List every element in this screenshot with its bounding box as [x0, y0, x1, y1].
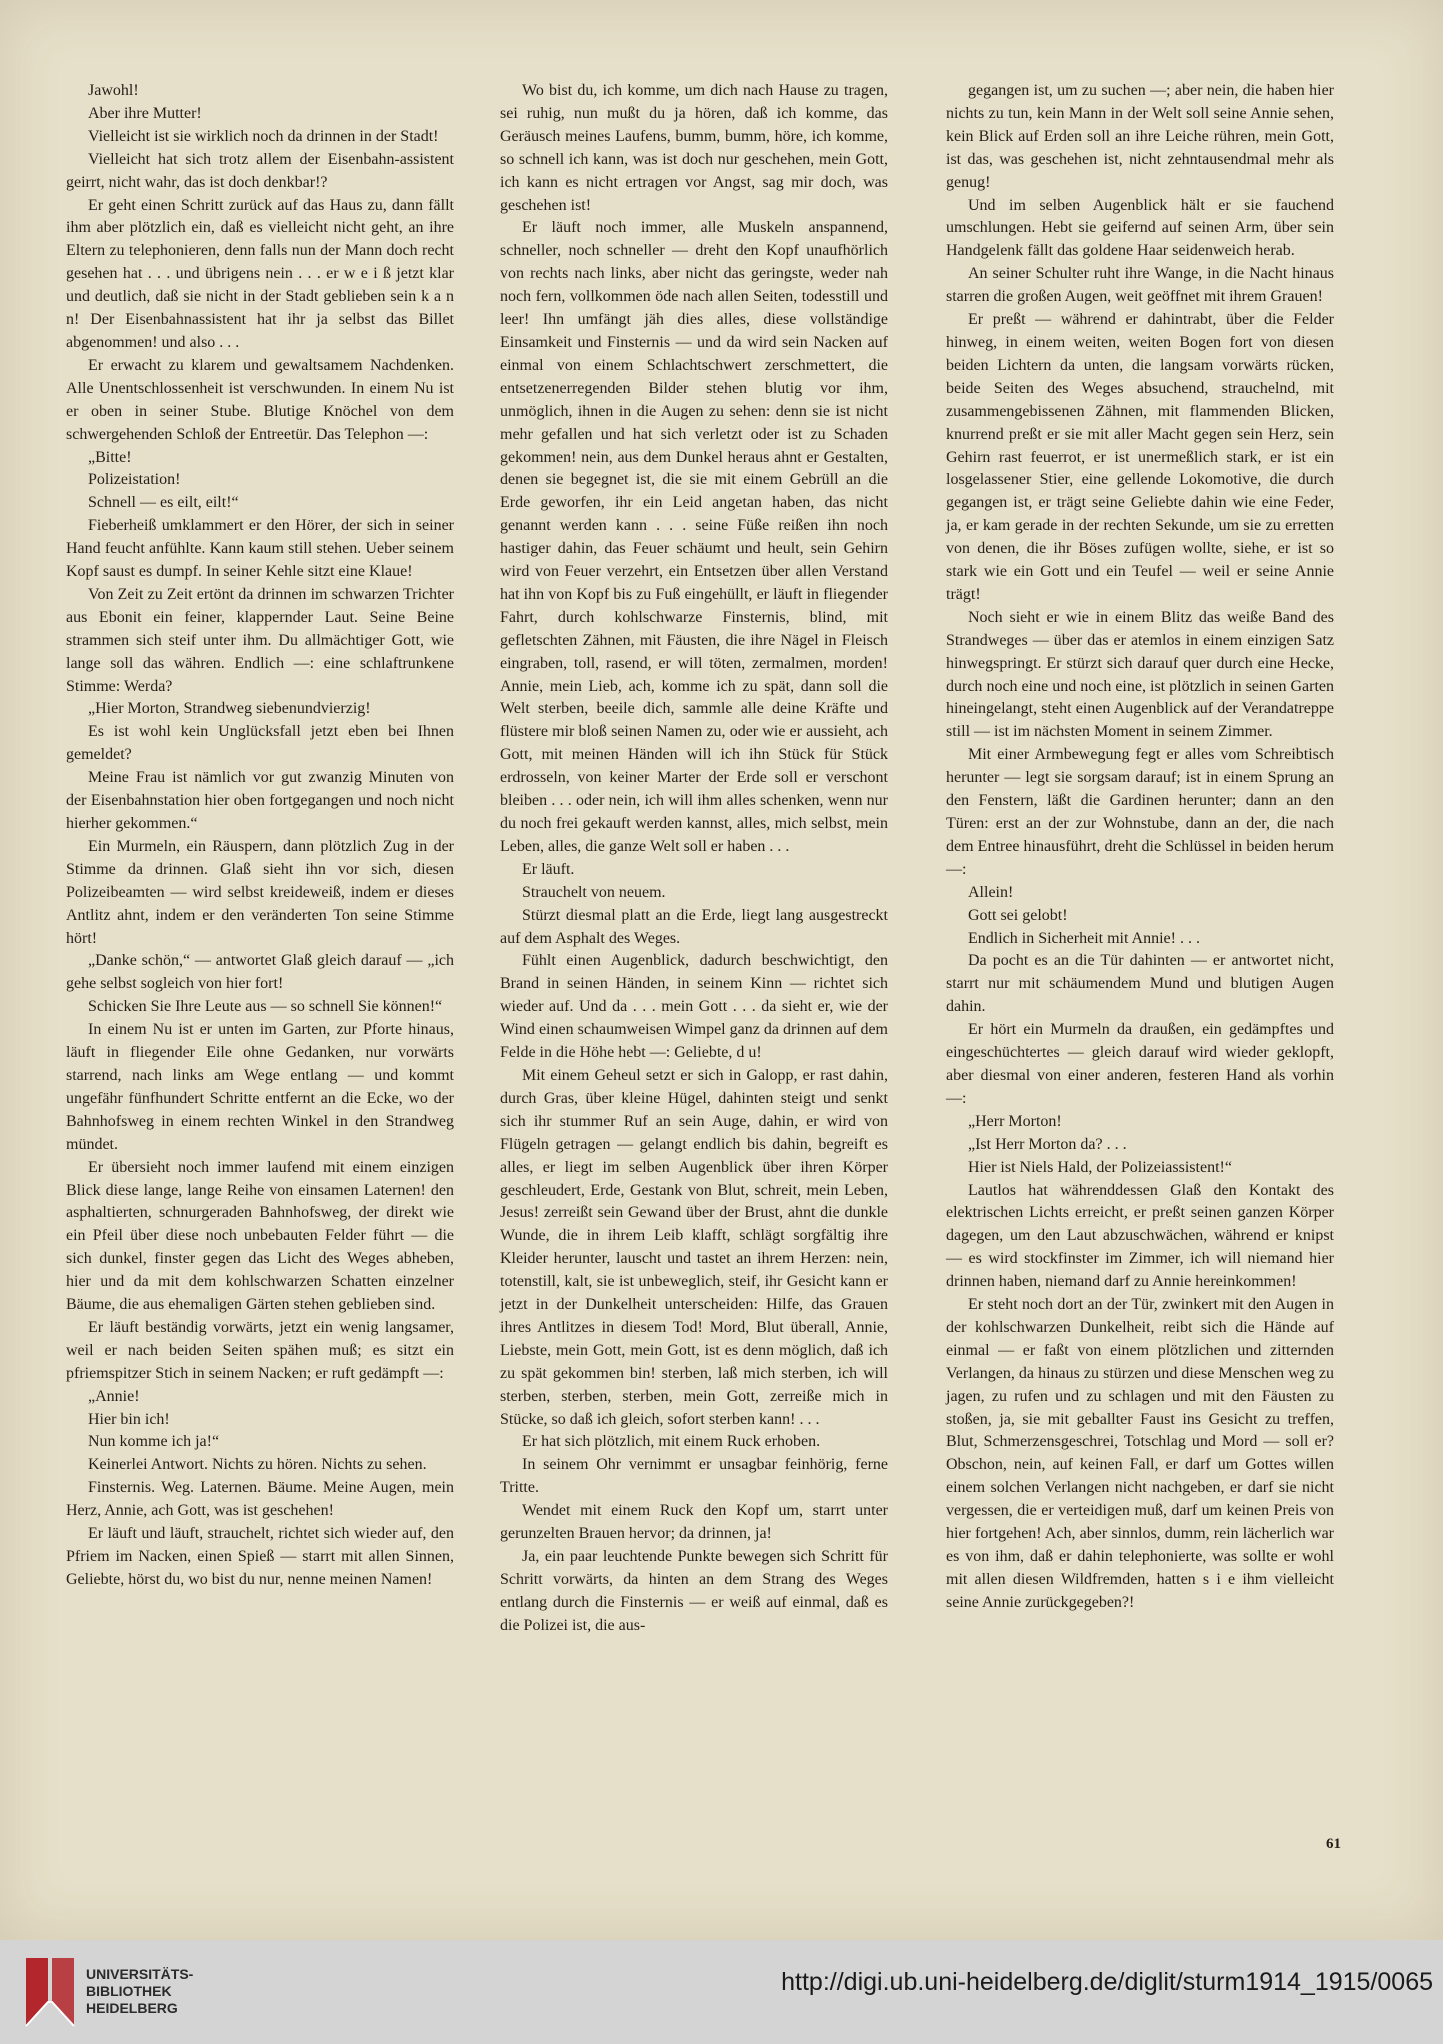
- paragraph: Noch sieht er wie in einem Blitz das weiße Band des Strandweges — über das er atemlos in einem einzigen Satz hinwegspringt. Er stürzt sich darauf quer durch eine Hecke, durch noch eine und noch eine, ist plötzlich in seinen Garten hineingelangt, steht einen Augenblick auf der Verandatreppe still — ist im nächsten Moment in seinem Zimmer.: [946, 608, 1334, 741]
- paragraph: Hier bin ich!: [88, 1410, 170, 1428]
- paragraph: Von Zeit zu Zeit ertönt da drinnen im schwarzen Trichter aus Ebonit ein feiner, klappernder Laut. Seine Beine strammen sich steif unter ihm. Du allmächtiger Gott, wie lange soll das währen. Endlich —: eine schlaftrunkene Stimme: Werda?: [66, 585, 454, 695]
- paragraph: Es ist wohl kein Unglücksfall jetzt eben bei Ihnen gemeldet?: [66, 723, 454, 764]
- text-column-3: [946, 80, 1334, 1615]
- paragraph: An seiner Schulter ruht ihre Wange, in die Nacht hinaus starren die großen Augen, weit geöffnet mit ihrem Grauen!: [946, 265, 1334, 306]
- paragraph: „Hier Morton, Strandweg siebenundvierzig!: [88, 700, 371, 718]
- paragraph: Fieberheiß umklammert er den Hörer, der sich in seiner Hand feucht anfühlte. Kann kaum still stehen. Ueber seinem Kopf saust es dumpf. In seiner Kehle sitzt eine Klaue!: [66, 517, 454, 581]
- paragraph: Mit einem Geheul setzt er sich in Galopp, er rast dahin, durch Gras, über kleine Hügel, dahinten steigt und senkt sich ihr stummer Ruf an sein Auge, dahin, er wird von Flügeln getragen — gelangt endlich bis dahin, begreift es alles, er liegt im selben Augenblick über ihren Körper geschleudert, Erde, Gestank von Blut, schreit, mein Leben, Jesus! zerreißt sein Gewand über der Brust, ahnt die dunkle Wunde, die in ihrem Leib klafft, schlägt sorgfältig ihre Kleider herunter, lauscht und tastet an ihrem Herzen: nein, totenstill, kalt, sie ist unbeweglich, steif, ihr Gesicht kann er jetzt in der Dunkelheit unterscheiden: Hilfe, das Grauen ihres Antlitzes in diesem Tod! Mord, Blut überall, Annie, Liebste, mein Gott, mein Gott, ist es denn möglich, daß ich zu spät gekommen bin! sterben, laß mich sterben, ich will sterben, sterben, sterben, mein Gott, zerreiße mich in Stücke, so daß ich gleich, sofort sterben kann! . . .: [500, 1066, 888, 1428]
- paragraph: Schnell — es eilt, eilt!“: [88, 494, 239, 512]
- paragraph: Und im selben Augenblick hält er sie fauchend umschlungen. Hebt sie geifernd auf seinen Arm, über sein Handgelenk fällt das goldene Haar seidenweich herab.: [946, 196, 1334, 260]
- paragraph: Strauchelt von neuem.: [522, 883, 666, 901]
- paragraph: Er läuft.: [522, 860, 575, 878]
- paragraph: Ein Murmeln, ein Räuspern, dann plötzlich Zug in der Stimme da drinnen. Glaß sieht ihn vor sich, diesen Polizeibeamten — wird selbst kreideweiß, indem er dieses Antlitz ahnt, indem er den veränderten Ton seine Stimme hört!: [66, 837, 454, 947]
- paragraph: In einem Nu ist er unten im Garten, zur Pforte hinaus, läuft in fliegender Eile ohne Gedanken, nur vorwärts starrend, nach links am Wege entlang — und kommt ungefähr fünfhundert Schritte entfernt an die Ecke, wo der Bahnhofsweg in einem rechten Winkel in den Strandweg mündet.: [66, 1021, 454, 1153]
- paragraph: Wendet mit einem Ruck den Kopf um, starrt unter gerunzelten Brauen hervor; da drinnen, ja!: [500, 1502, 888, 1543]
- library-name-line: HEIDELBERG: [86, 2000, 178, 2016]
- library-name-line: UNIVERSITÄTS-: [86, 1966, 194, 1982]
- paragraph: Er läuft und läuft, strauchelt, richtet sich wieder auf, den Pfriem im Nacken, einen Spieß — starrt mit allen Sinnen, Geliebte, hörst du, wo bist du nur, nenne meinen Namen!: [66, 1525, 454, 1588]
- library-name-line: BIBLIOTHEK: [86, 1983, 172, 1999]
- paragraph: In seinem Ohr vernimmt er unsagbar feinhörig, ferne Tritte.: [500, 1456, 888, 1497]
- paragraph: „Bitte!: [88, 448, 132, 466]
- paragraph: „Danke schön,“ — antwortet Glaß gleich darauf — „ich gehe selbst sogleich von hier fort!: [66, 952, 454, 993]
- paragraph: Wo bist du, ich komme, um dich nach Hause zu tragen, sei ruhig, nun mußt du ja hören, daß ich komme, das Geräusch meines Laufens, bumm, bumm, höre, ich komme, so schnell ich kann, was ist doch nur geschehen, mein Gott, ich kann es nicht ertragen vor Angst, sag mir doch, was geschehen ist!: [500, 82, 888, 214]
- paragraph: Stürzt diesmal platt an die Erde, liegt lang ausgestreckt auf dem Asphalt des Weges.: [500, 906, 888, 947]
- paragraph: Schicken Sie Ihre Leute aus — so schnell Sie können!“: [88, 998, 443, 1016]
- paragraph: Hier ist Niels Hald, der Polizeiassistent!“: [968, 1158, 1232, 1176]
- paragraph: Er geht einen Schritt zurück auf das Haus zu, dann fällt ihm aber plötzlich ein, daß es vielleicht nicht geht, an ihre Eltern zu telephonieren, denn falls nun der Mann doch recht gesehen hat . . . und übrigens nein . . . er w e i ß jetzt klar und deutlich, daß sie nicht in der Stadt geblieben sein k a n n! Der Eisenbahnassistent hat ihr ja selbst das Billet abgenommen! und also . . .: [66, 196, 454, 351]
- page-number: 61: [1326, 1836, 1341, 1852]
- paragraph: „Ist Herr Morton da? . . .: [968, 1135, 1127, 1153]
- paragraph: Ja, ein paar leuchtende Punkte bewegen sich Schritt für Schritt vorwärts, da hinten an dem Strang des Weges entlang durch die Finsternis — er weiß auf einmal, daß es die Polizei ist, die aus-: [500, 1548, 888, 1634]
- paragraph: Er preßt — während er dahintrabt, über die Felder hinweg, in einem weiten, weiten Bogen fort von diesen beiden Lichtern da unten, die langsam vorwärts rücken, beide Seiten des Weges absuchend, strauchelnd, mit zusammengebissenen Zähnen, mit flammenden Blicken, knurrend preßt er sie mit aller Macht gegen sein Herz, sein Gehirn rast feuerrot, er ist unermeßlich stark, er ist ein losgelassener Stier, eine gellende Lokomotive, die durch gegangen ist, er trägt seine Geliebte dahin wie eine Feder, ja, er kam gerade in der rechten Sekunde, um sie zu erretten von denen, die ihr Böses zufügen wollte, siehe, er ist so stark wie ein Gott und ein Teufel — weil er seine Annie trägt!: [946, 311, 1334, 603]
- paragraph: Meine Frau ist nämlich vor gut zwanzig Minuten von der Eisenbahnstation hier oben fortgegangen und noch nicht hierher gekommen.“: [66, 769, 454, 832]
- paragraph: Finsternis. Weg. Laternen. Bäume. Meine Augen, mein Herz, Annie, ach Gott, was ist geschehen!: [66, 1479, 454, 1520]
- paragraph: Er erwacht zu klarem und gewaltsamem Nachdenken. Alle Unentschlossenheit ist verschwunden. In einem Nu ist er oben in seiner Stube. Blutige Knöchel von dem schwergehenden Schloß der Entreetür. Das Telephon —:: [66, 356, 454, 443]
- paragraph: Er übersieht noch immer laufend mit einem einzigen Blick diese lange, lange Reihe von einsamen Laternen! den asphaltierten, schnurgeraden Bahnhofsweg, der direkt wie ein Pfeil über diese noch unbebauten Felder führt — die sich dunkel, finster gegen das Licht des Weges abheben, hier und da mit dem kohlschwarzen Schatten einzelner Bäume, die aus ehemaligen Gärten stehen geblieben sind.: [66, 1158, 454, 1314]
- paragraph: Er hat sich plötzlich, mit einem Ruck erhoben.: [522, 1433, 821, 1451]
- paragraph: Gott sei gelobt!: [968, 906, 1068, 924]
- paragraph: Endlich in Sicherheit mit Annie! . . .: [968, 929, 1200, 947]
- paragraph: „Annie!: [88, 1387, 140, 1405]
- paragraph: Keinerlei Antwort. Nichts zu hören. Nichts zu sehen.: [88, 1456, 427, 1474]
- text-column-2: [500, 80, 888, 1638]
- footer-bar: [0, 1940, 1443, 2044]
- paragraph: Vielleicht hat sich trotz allem der Eisenbahn-assistent geirrt, nicht wahr, das ist doch denkbar!?: [66, 150, 454, 191]
- library-name: [86, 1966, 193, 2017]
- library-logo-icon: [18, 1952, 82, 2032]
- source-url-link[interactable]: http://digi.ub.uni-heidelberg.de/diglit/sturm1914_1915/0065: [781, 1968, 1433, 1996]
- paragraph: Allein!: [968, 883, 1014, 901]
- paragraph: Polizeistation!: [88, 471, 181, 489]
- paragraph: Fühlt einen Augenblick, dadurch beschwichtigt, den Brand in seinen Händen, in seinem Kinn — richtet sich wieder auf. Und da . . . mein Gott . . . da sieht er, wie der Wind einen schaumweisen Wimpel ganz da drinnen auf dem Felde in die Höhe hebt —: Geliebte, d u!: [500, 952, 888, 1062]
- paragraph: Er läuft noch immer, alle Muskeln anspannend, schneller, noch schneller — dreht den Kopf unaufhörlich von rechts nach links, aber nicht das geringste, weder nah noch fern, vollkommen öde nach allen Seiten, todesstill und leer! Ihn umfängt jäh dies alles, diese vollständige Einsamkeit und Finsternis — und da wird sein Nacken auf einmal von einem Schlachtschwert zerschmettert, die entsetzenerregenden Bilder stehen blutig vor ihm, unmöglich, ihnen in die Augen zu sehen: denn sie ist nicht mehr gefallen und hat sich verletzt oder ist zu Schaden gekommen! nein, aus dem Dunkel heraus ahnt er Gestalten, denen sie begegnet ist, die sie mit einem Gebrüll an die Erde geworfen, ihr ein Leid angetan haben, das nicht genannt werden kann . . . seine Füße reißen ihn noch hastiger dahin, das Feuer schäumt und heult, sein Gehirn wird von Feuer verzehrt, ein Entsetzen über allen Verstand hat ihn von Kopf bis zu Fuß eingehüllt, er läuft in fliegender Fahrt, durch kohlschwarze Finsternis, blind, mit gefletschten Zähnen, mit Fäusten, die ihre Nägel in Fleisch eingraben, toll, rasend, er will töten, zermalmen, morden! Annie, mein Lieb, ach, komme ich zu spät, dann soll die Welt sterben, beeile dich, sammle alle deine Kräfte und flüstere mir bloß seinen Namen zu, oder wie er aussieht, ach Gott, mit meinen Händen will ich ihn Stück für Stück erdrosseln, von keiner Marter der Erde soll er verschont bleiben . . . oder nein, ich will ihm alles schenken, wenn nur du noch frei gekauft werden kannst, alles, mich selbst, mein Leben, alles, die ganze Welt soll er haben . . .: [500, 219, 888, 855]
- paragraph: Aber ihre Mutter!: [88, 104, 202, 122]
- paragraph: Lautlos hat währenddessen Glaß den Kontakt des elektrischen Lichts erreicht, er preßt seinen ganzen Körper dagegen, um den Laut abzuschwächen, während er knipst — es wird stockfinster im Zimmer, ich will niemand hier drinnen haben, niemand darf zu Annie hereinkommen!: [946, 1181, 1334, 1291]
- paragraph: Mit einer Armbewegung fegt er alles vom Schreibtisch herunter — legt sie sorgsam darauf; ist in einem Sprung an den Fenstern, läßt die Gardinen herunter; dann an den Türen: erst an der zur Wohnstube, dann an der, die nach dem Entree hinausführt, dreht die Schlüssel in beiden herum —:: [946, 746, 1334, 878]
- paragraph: Er steht noch dort an der Tür, zwinkert mit den Augen in der kohlschwarzen Dunkelheit, reibt sich die Hände auf einmal — er faßt von einem plötzlichen und zitternden Verlangen, da hinaus zu stürzen und diese Menschen weg zu jagen, zu rufen und zu schlagen und mit den Fäusten zu stoßen, ja, sie mit geballter Faust ins Gesicht zu treffen, Blut, Schmerzensgeschrei, Totschlag und Mord — soll er? Obschon, nein, auf keinen Fall, er darf um Gottes willen einem solchen Verlangen nicht nachgeben, er darf sie nicht vergessen, die er verteidigen muß, darf um keinen Preis von hier fortgehen! Ach, aber sinnlos, dumm, rein lächerlich war es von ihm, daß er dahin telephonierte, was sollte er wohl mit allen diesen Wildfremden, hatten s i e ihm vielleicht seine Annie zurückgegeben?!: [946, 1296, 1334, 1611]
- paragraph: „Herr Morton!: [968, 1112, 1062, 1130]
- paragraph: Nun komme ich ja!“: [88, 1433, 220, 1451]
- paragraph: gegangen ist, um zu suchen —; aber nein, die haben hier nichts zu tun, kein Mann in der Welt soll seine Annie sehen, kein Blick auf Erden soll an ihre Leiche rühren, mein Gott, ist das, was geschehen ist, nicht zehntausendmal mehr als genug!: [946, 82, 1334, 191]
- paragraph: Vielleicht ist sie wirklich noch da drinnen in der Stadt!: [88, 127, 439, 145]
- text-column-1: [66, 80, 454, 1592]
- paragraph: Jawohl!: [88, 82, 139, 99]
- paragraph: Er hört ein Murmeln da draußen, ein gedämpftes und eingeschüchtertes — gleich darauf wird wieder geklopft, aber diesmal von einer anderen, festeren Hand als vorhin —:: [946, 1021, 1334, 1107]
- paragraph: Da pocht es an die Tür dahinten — er antwortet nicht, starrt nur mit schäumendem Mund und blutigen Augen dahin.: [946, 952, 1334, 1016]
- paragraph: Er läuft beständig vorwärts, jetzt ein wenig langsamer, weil er nach beiden Seiten spähen muß; es sitzt ein pfriemspitzer Stich in seinem Nacken; er ruft gedämpft —:: [66, 1318, 454, 1382]
